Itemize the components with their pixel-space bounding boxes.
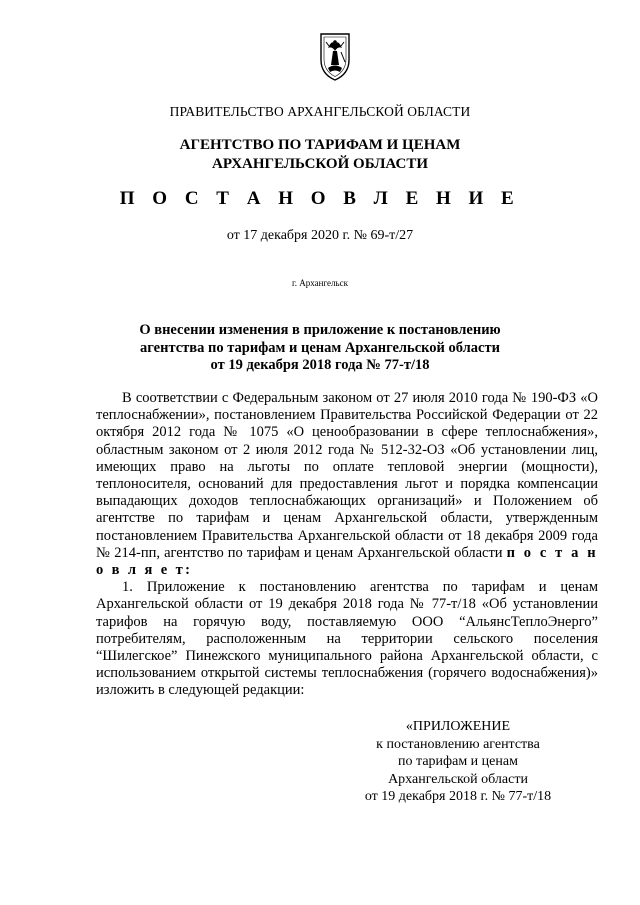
subject-line3: от 19 декабря 2018 года № 77-т/18 <box>210 357 430 373</box>
appendix-line1: «ПРИЛОЖЕНИЕ <box>405 719 511 734</box>
agency-name-line2: АРХАНГЕЛЬСКОЙ ОБЛАСТИ <box>212 156 428 172</box>
document-subject <box>0 322 640 375</box>
arkhangelsk-coat-of-arms-icon <box>316 30 354 82</box>
preamble-text: В соответствии с Федеральным законом от 27 июля 2010 года № 190-ФЗ «О теплоснабжении», постановлением Правительства Российской Федерации от 22 октября 2012 года № 1075 «О ценообразовании в сфере теплоснабжения», областным законом от 2 июля 2012 года № 512-32-ОЗ «Об установлении лиц, имеющих право на льготы по оплате тепловой энергии (мощности), теплоносителя, оснований для предоставления льгот и порядка компенсации выпадающих доходов теплоснабжающих организаций» и Положением об агентстве по тарифам и ценам Архангельской области, утвержденным постановлением Правительства Архангельской области от 18 декабря 2009 года № 214-пп, агентство по тарифам и ценам Архангельской области <box>96 390 598 561</box>
city-name: г. Архангельск <box>292 278 348 288</box>
agency-name <box>0 136 640 174</box>
appendix-line2: к постановлению агентства <box>376 736 540 752</box>
subject-line2: агентства по тарифам и ценам Архангельской области <box>140 339 500 356</box>
government-name: ПРАВИТЕЛЬСТВО АРХАНГЕЛЬСКОЙ ОБЛАСТИ <box>169 104 471 119</box>
paragraph-item-1: 1. Приложение к постановлению агентства по тарифам и ценам Архангельской области от 19 декабря 2018 года № 77-т/18 «Об установлении тарифов на горячую воду, поставляемую ООО “АльянсТеплоЭнерго” потребителям, расположенным на территории сельского поселения “Шилегское” Пинежского муниципального района Архангельской области, с использованием открытой системы теплоснабжения (горячего водоснабжения)» изложить в следующей редакции: <box>96 579 598 699</box>
decree-colon: : <box>185 562 193 579</box>
appendix-line5: от 19 декабря 2018 г. № 77-т/18 <box>364 789 552 804</box>
agency-name-line1: АГЕНТСТВО ПО ТАРИФАМ И ЦЕНАМ <box>179 137 461 153</box>
subject-line1: О внесении изменения в приложение к постановлению <box>139 322 501 338</box>
date-number: от 17 декабря 2020 г. № 69-т/27 <box>226 228 414 243</box>
appendix-line4: Архангельской области <box>388 771 528 787</box>
appendix-line3: по тарифам и ценам <box>398 754 518 769</box>
decree-word: п о с т а н о в л я е т <box>96 544 599 579</box>
appendix-heading <box>340 718 576 806</box>
document-body <box>96 390 598 700</box>
paragraph-preamble <box>96 390 598 579</box>
document-type: П О С Т А Н О В Л Е Н И Е <box>119 188 521 209</box>
